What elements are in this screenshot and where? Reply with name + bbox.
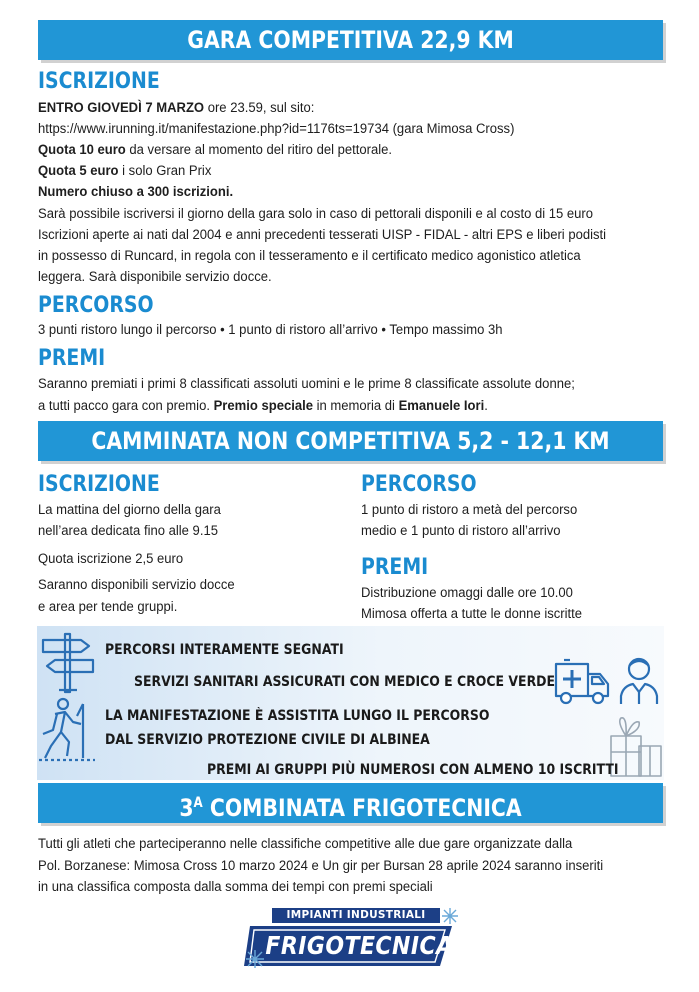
doctor-icon (617, 654, 661, 706)
quota-5-rest: i solo Gran Prix (118, 163, 212, 179)
walk-isc4: Saranno disponibili servizio docce (38, 577, 235, 593)
walk-isc2: nell’area dedicata fino alle 9.15 (38, 523, 218, 539)
combined-line1: Tutti gli atleti che parteciperanno nelle classifiche competitive alle due gare organizzate dalla (38, 836, 573, 852)
walk-premi-title: PREMI (361, 555, 429, 580)
race-day-registration: Sarà possibile iscriversi il giorno della gara solo in caso di pettorali disponili e al costo di 15 euro (38, 206, 594, 222)
combined-line2: Pol. Borzanese: Mimosa Cross 10 marzo 2024 e Un gir per Bursan 28 aprile 2024 saranno inseriti (38, 858, 604, 874)
hiker-icon (37, 696, 99, 764)
combined-line3: in una classifica composta dalla somma dei tempi con premi speciali (38, 879, 433, 895)
walk-banner-title: CAMMINATA NON COMPETITIVA 5,2 - 12,1 KM (91, 427, 610, 455)
logo-name-text: FRIGOTECNICA (265, 931, 454, 960)
walk-premi1: Distribuzione omaggi dalle ore 10.00 (361, 585, 573, 601)
emanuele-iori: Emanuele Iori (398, 398, 485, 414)
combined-banner-title (85, 783, 616, 828)
quota-10 (38, 140, 392, 161)
walk-banner (38, 421, 663, 461)
logo-top-text: IMPIANTI INDUSTRIALI (286, 909, 426, 921)
eligibility-line1: Iscrizioni aperte ai nati dal 2004 e anni precedenti tesserati UISP - FIDAL - altri EPS e liberi podisti (38, 227, 607, 243)
competitive-percorso-title: PERCORSO (38, 293, 154, 318)
walk-percorso-title: PERCORSO (361, 472, 477, 497)
deadline-bold: ENTRO GIOVEDÌ 7 MARZO (38, 100, 205, 116)
walk-perc1: 1 punto di ristoro a metà del percorso (361, 502, 578, 518)
walk-isc1: La mattina del giorno della gara (38, 502, 221, 518)
ambulance-icon (552, 656, 612, 706)
competitive-premi-title: PREMI (38, 346, 106, 371)
premi-line2-c: in memoria di (312, 398, 399, 414)
premi-line2-e: . (484, 398, 488, 414)
quota-5-bold: Quota 5 euro (38, 163, 119, 179)
eligibility-line2: in possesso di Runcard, in regola con il tesseramento e il certificato medico agonistico atletica (38, 248, 581, 264)
competitive-iscrizione-title: ISCRIZIONE (38, 69, 160, 94)
walk-premi2: Mimosa offerta a tutte le donne iscritte (361, 606, 583, 622)
registration-url[interactable]: https://www.irunning.it/manifestazione.php?id=1176ts=19734 (gara Mimosa Cross) (38, 121, 515, 137)
quota-10-bold: Quota 10 euro (38, 142, 126, 158)
combined-banner-num: 3 (179, 794, 194, 822)
walk-perc2: medio e 1 punto di ristoro all’arrivo (361, 523, 561, 539)
combined-banner (38, 783, 663, 823)
premio-speciale: Premio speciale (213, 398, 313, 414)
info-percorsi: PERCORSI INTERAMENTE SEGNATI (105, 642, 344, 658)
info-servizi-sanitari: SERVIZI SANITARI ASSICURATI CON MEDICO E CROCE VERDE (134, 674, 556, 690)
combined-banner-rest: COMBINATA FRIGOTECNICA (202, 794, 522, 822)
info-premi-gruppi: PREMI AI GRUPPI PIÙ NUMEROSI CON ALMENO 10 ISCRITTI (207, 762, 619, 778)
competitive-banner-title: GARA COMPETITIVA 22,9 KM (187, 26, 514, 54)
info-assistita: LA MANIFESTAZIONE È ASSISTITA LUNGO IL PERCORSO (105, 708, 490, 724)
competitive-banner (38, 20, 663, 60)
walk-isc5: e area per tende gruppi. (38, 599, 178, 615)
quota-5 (38, 161, 211, 182)
competitive-deadline (38, 98, 314, 119)
competitive-percorso-text: 3 punti ristoro lungo il percorso • 1 punto di ristoro all’arrivo • Tempo massimo 3h (38, 322, 503, 338)
competitive-premi-line1: Saranno premiati i primi 8 classificati assoluti uomini e le prime 8 classificate assolute donne; (38, 376, 575, 392)
quota-10-rest: da versare al momento del ritiro del pettorale. (125, 142, 393, 158)
premi-line2-a: a tutti pacco gara con premio. (38, 398, 214, 414)
info-protezione-civile: DAL SERVIZIO PROTEZIONE CIVILE DI ALBINEA (105, 732, 430, 748)
eligibility-line3: leggera. Sarà disponibile servizio docce. (38, 269, 272, 285)
signpost-icon (37, 630, 99, 694)
services-box (37, 626, 664, 780)
competitive-premi-line2 (38, 396, 488, 417)
walk-isc3: Quota iscrizione 2,5 euro (38, 551, 184, 567)
walk-iscrizione-title: ISCRIZIONE (38, 472, 160, 497)
closed-number: Numero chiuso a 300 iscrizioni. (38, 184, 234, 200)
deadline-rest: ore 23.59, sul sito: (204, 100, 315, 116)
combined-banner-sup: A (193, 795, 203, 811)
frigotecnica-logo (240, 906, 462, 972)
